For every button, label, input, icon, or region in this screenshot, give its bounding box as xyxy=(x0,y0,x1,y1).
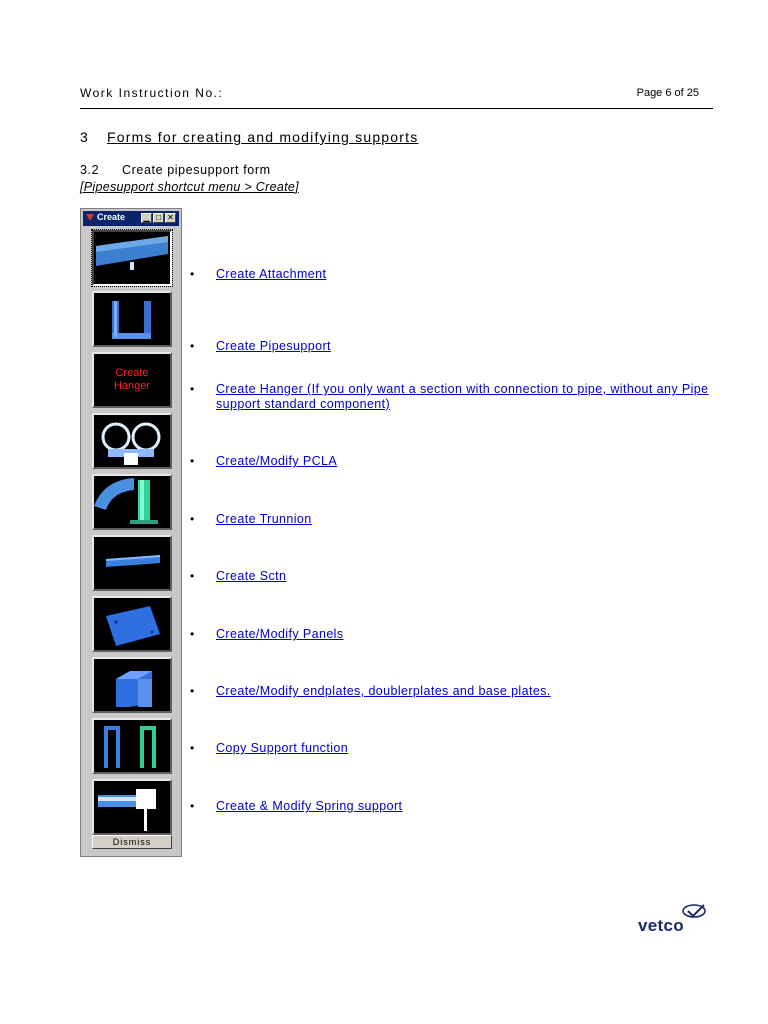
create-trunnion-button[interactable] xyxy=(92,474,172,530)
create-spring-support-button[interactable] xyxy=(92,779,172,835)
close-button[interactable]: ✕ xyxy=(165,213,176,223)
spring-support-icon xyxy=(94,781,170,833)
create-modify-panels-link[interactable]: Create/Modify Panels xyxy=(216,627,344,641)
create-hanger-link[interactable]: Create Hanger (If you only want a section with connection to pipe, without any Pipe support standard component) xyxy=(216,382,709,411)
section-3-2-title: Create pipesupport form xyxy=(122,163,271,177)
vetco-logo-text: vetco xyxy=(638,916,684,935)
bullet-icon: • xyxy=(190,512,195,526)
section-3-number: 3 xyxy=(80,129,89,145)
window-titlebar[interactable] xyxy=(83,211,179,226)
copy-support-link[interactable]: Copy Support function xyxy=(216,741,349,755)
create-sctn-link[interactable]: Create Sctn xyxy=(216,569,287,583)
create-sctn-button[interactable] xyxy=(92,535,172,591)
page-number: Page 6 of 25 xyxy=(636,87,699,99)
endplates-icon xyxy=(94,659,170,711)
page-header xyxy=(80,86,713,109)
create-attachment-button[interactable] xyxy=(92,230,172,286)
create-hanger-button[interactable] xyxy=(92,352,172,408)
bullet-icon: • xyxy=(190,741,195,755)
create-modify-endplates-link[interactable]: Create/Modify endplates, doublerplates and base plates. xyxy=(216,684,551,698)
work-instruction-label: Work Instruction No.: xyxy=(80,86,224,100)
create-attachment-link[interactable]: Create Attachment xyxy=(216,267,327,281)
bullet-icon: • xyxy=(190,454,195,468)
copy-support-button[interactable] xyxy=(92,718,172,774)
create-modify-panels-button[interactable] xyxy=(92,596,172,652)
create-pipesupport-button[interactable] xyxy=(92,291,172,347)
pcla-icon xyxy=(94,415,170,467)
dismiss-button[interactable]: Dismiss xyxy=(92,835,172,849)
section-3-heading xyxy=(80,129,418,145)
hanger-tile-line-2: Hanger xyxy=(113,380,151,392)
bullet-icon: • xyxy=(190,569,195,583)
pipesupport-icon xyxy=(94,293,170,345)
hanger-text-icon xyxy=(94,354,170,406)
bullet-icon: • xyxy=(190,339,195,353)
section-3-2-heading xyxy=(80,163,271,177)
attachment-icon xyxy=(94,232,170,284)
panels-icon xyxy=(94,598,170,650)
hanger-tile-line-1: Create xyxy=(115,367,149,379)
sctn-icon xyxy=(94,537,170,589)
create-modify-endplates-button[interactable] xyxy=(92,657,172,713)
bullet-icon: • xyxy=(190,684,195,698)
create-spring-support-link[interactable]: Create & Modify Spring support xyxy=(216,799,403,813)
window-title: Create xyxy=(97,212,126,222)
vetco-logo xyxy=(638,903,710,937)
minimize-button[interactable]: ▁ xyxy=(141,213,152,223)
create-pcla-button[interactable] xyxy=(92,413,172,469)
section-3-2-number: 3.2 xyxy=(80,163,100,177)
section-3-title: Forms for creating and modifying supports xyxy=(107,129,419,145)
create-modify-pcla-link[interactable]: Create/Modify PCLA xyxy=(216,454,338,468)
create-window xyxy=(80,208,182,857)
copy-support-icon xyxy=(94,720,170,772)
menu-path: [Pipesupport shortcut menu > Create] xyxy=(80,180,299,194)
window-menu-icon[interactable] xyxy=(86,214,94,221)
bullet-icon: • xyxy=(190,799,195,813)
bullet-icon: • xyxy=(190,627,195,641)
bullet-icon: • xyxy=(190,267,195,281)
bullet-icon: • xyxy=(190,382,195,396)
trunnion-icon xyxy=(94,476,170,528)
create-pipesupport-link[interactable]: Create Pipesupport xyxy=(216,339,331,353)
maximize-button[interactable]: □ xyxy=(153,213,164,223)
create-trunnion-link[interactable]: Create Trunnion xyxy=(216,512,312,526)
